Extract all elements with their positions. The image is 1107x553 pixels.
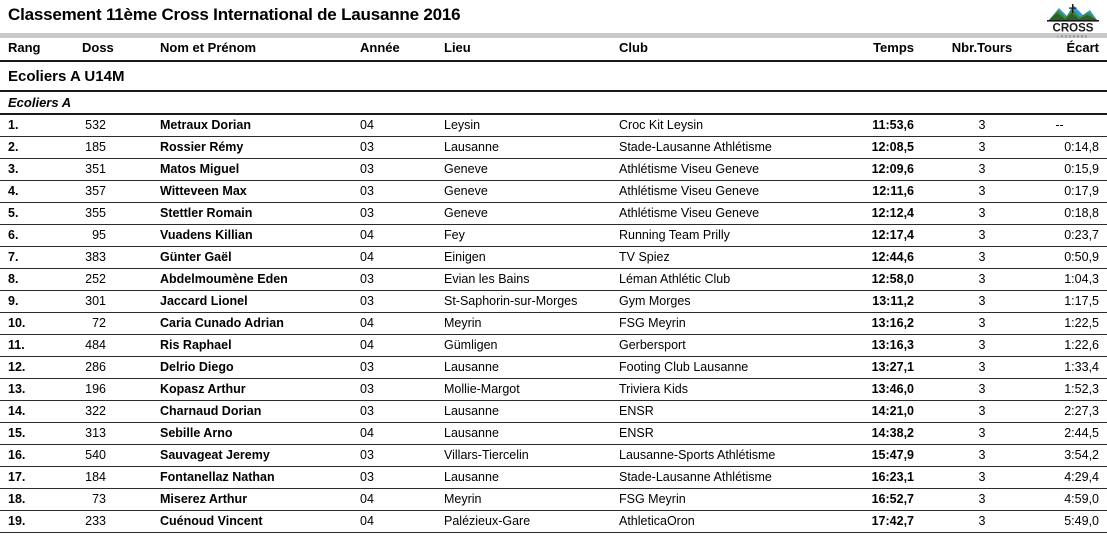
cell-annee: 03 <box>360 360 374 374</box>
cell-doss: 286 <box>85 360 106 374</box>
cell-temps: 16:52,7 <box>871 492 914 506</box>
cell-tours: 3 <box>978 316 986 330</box>
cell-club: Triviera Kids <box>619 382 688 396</box>
cell-lieu: Villars-Tiercelin <box>444 448 529 462</box>
cell-temps: 11:53,6 <box>872 118 914 132</box>
cell-lieu: Evian les Bains <box>444 272 530 286</box>
cell-nom: Metraux Dorian <box>160 118 251 132</box>
cell-tours: 3 <box>978 382 986 396</box>
table-row <box>0 335 1107 357</box>
cell-ecart: 0:18,8 <box>1064 206 1099 220</box>
table-row <box>0 467 1107 489</box>
cell-tours: 3 <box>978 228 986 242</box>
cell-lieu: Palézieux-Gare <box>444 514 531 528</box>
cell-tours: 3 <box>978 118 986 132</box>
cell-lieu: St-Saphorin-sur-Morges <box>444 294 578 308</box>
cell-lieu: Geneve <box>444 162 488 176</box>
table-row <box>0 511 1107 533</box>
cell-doss: 196 <box>85 382 106 396</box>
cell-annee: 03 <box>360 294 374 308</box>
table-row <box>0 489 1107 511</box>
cell-doss: 484 <box>85 338 106 352</box>
cell-club: Footing Club Lausanne <box>619 360 749 374</box>
cell-rang: 4. <box>8 184 19 198</box>
cell-annee: 03 <box>360 470 374 484</box>
cell-lieu: Lausanne <box>444 360 499 374</box>
page-title: Classement 11ème Cross International de Lausanne 2016 <box>8 5 461 24</box>
cell-lieu: Lausanne <box>444 140 499 154</box>
cell-nom: Fontanellaz Nathan <box>160 470 275 484</box>
cell-club: Léman Athlétic Club <box>619 272 731 286</box>
cell-tours: 3 <box>978 426 986 440</box>
cell-rang: 11. <box>8 338 25 352</box>
cell-rang: 13. <box>8 382 26 396</box>
column-header-doss: Doss <box>82 40 114 55</box>
table-row <box>0 225 1107 247</box>
cell-club: Athlétisme Viseu Geneve <box>619 206 760 220</box>
subcategory-heading-label: Ecoliers A <box>8 95 72 110</box>
cell-doss: 351 <box>85 162 106 176</box>
cell-temps: 12:08,5 <box>871 140 914 154</box>
column-header-lieu: Lieu <box>444 40 471 55</box>
cell-doss: 313 <box>85 426 106 440</box>
cell-temps: 12:12,4 <box>871 206 914 220</box>
cell-club: Stade-Lausanne Athlétisme <box>619 140 772 154</box>
cell-club: TV Spiez <box>619 250 670 264</box>
cell-rang: 8. <box>8 272 19 286</box>
cell-temps: 13:27,1 <box>871 360 914 374</box>
cell-temps: 12:11,6 <box>872 184 914 198</box>
cell-ecart: 1:52,3 <box>1064 382 1099 396</box>
cell-club: Gym Morges <box>619 294 691 308</box>
cell-ecart: 0:50,9 <box>1064 250 1099 264</box>
cell-lieu: Gümligen <box>444 338 498 352</box>
cell-doss: 357 <box>85 184 106 198</box>
table-row <box>0 247 1107 269</box>
cell-club: Gerbersport <box>619 338 686 352</box>
cell-rang: 17. <box>8 470 26 484</box>
cell-temps: 14:21,0 <box>871 404 914 418</box>
cell-temps: 16:23,1 <box>871 470 914 484</box>
cell-ecart: 1:22,6 <box>1064 338 1099 352</box>
cell-doss: 301 <box>85 294 106 308</box>
results-table-body <box>0 115 1107 533</box>
cell-ecart: 1:22,5 <box>1064 316 1099 330</box>
cell-nom: Günter Gaël <box>160 250 232 264</box>
cell-tours: 3 <box>978 140 986 154</box>
table-row <box>0 137 1107 159</box>
cell-annee: 04 <box>360 228 374 242</box>
cell-rang: 6. <box>8 228 19 242</box>
cell-tours: 3 <box>978 250 986 264</box>
logo-main-text: CROSS <box>1052 22 1094 35</box>
cell-annee: 04 <box>360 250 374 264</box>
table-row <box>0 445 1107 467</box>
table-row <box>0 115 1107 137</box>
cell-temps: 14:38,2 <box>871 426 914 440</box>
column-header-nom: Nom et Prénom <box>160 40 257 55</box>
cell-ecart: 0:23,7 <box>1064 228 1099 242</box>
cell-nom: Charnaud Dorian <box>160 404 262 418</box>
cell-nom: Matos Miguel <box>160 162 240 176</box>
cell-nom: Sebille Arno <box>160 426 233 440</box>
cell-temps: 13:16,3 <box>871 338 914 352</box>
cell-nom: Delrio Diego <box>160 360 234 374</box>
cell-doss: 532 <box>85 118 106 132</box>
table-row <box>0 269 1107 291</box>
cell-lieu: Lausanne <box>444 426 499 440</box>
cell-club: AthleticaOron <box>619 514 695 528</box>
column-header-club: Club <box>619 40 648 55</box>
cell-club: Running Team Prilly <box>619 228 730 242</box>
cell-ecart: 0:15,9 <box>1064 162 1099 176</box>
cell-nom: Jaccard Lionel <box>160 294 248 308</box>
cell-tours: 3 <box>978 360 986 374</box>
cell-club: Athlétisme Viseu Geneve <box>619 162 760 176</box>
cell-annee: 03 <box>360 206 374 220</box>
cell-doss: 72 <box>92 316 106 330</box>
cell-rang: 10. <box>8 316 26 330</box>
cell-annee: 03 <box>360 272 374 286</box>
cell-rang: 9. <box>8 294 19 308</box>
cell-tours: 3 <box>978 514 986 528</box>
cell-lieu: Geneve <box>444 206 488 220</box>
cell-lieu: Meyrin <box>444 492 482 506</box>
cell-lieu: Mollie-Margot <box>444 382 520 396</box>
table-row <box>0 203 1107 225</box>
cell-rang: 19. <box>8 514 26 528</box>
cell-rang: 12. <box>8 360 26 374</box>
cell-annee: 04 <box>360 118 374 132</box>
cell-ecart: 1:17,5 <box>1064 294 1099 308</box>
cell-nom: Kopasz Arthur <box>160 382 246 396</box>
cell-rang: 14. <box>8 404 26 418</box>
cell-temps: 12:44,6 <box>871 250 914 264</box>
cell-club: ENSR <box>619 426 654 440</box>
cell-temps: 13:46,0 <box>871 382 914 396</box>
cell-annee: 03 <box>360 140 374 154</box>
table-row <box>0 357 1107 379</box>
cell-doss: 383 <box>85 250 106 264</box>
table-row <box>0 291 1107 313</box>
table-header-row <box>0 38 1107 62</box>
column-header-tours: Nbr.Tours <box>951 40 1013 55</box>
cell-temps: 15:47,9 <box>871 448 914 462</box>
cell-tours: 3 <box>978 206 986 220</box>
cell-tours: 3 <box>978 294 986 308</box>
logo-sub-text: LAUSANNE <box>1057 34 1089 39</box>
cell-ecart: 3:54,2 <box>1064 448 1099 462</box>
cell-club: Athlétisme Viseu Geneve <box>619 184 760 198</box>
cell-ecart: 2:44,5 <box>1064 426 1099 440</box>
cell-doss: 540 <box>85 448 106 462</box>
cell-rang: 5. <box>8 206 19 220</box>
cell-annee: 04 <box>360 492 374 506</box>
column-header-ecart: Écart <box>1066 40 1099 55</box>
cell-annee: 03 <box>360 448 374 462</box>
cell-doss: 185 <box>85 140 106 154</box>
cell-rang: 2. <box>8 140 19 154</box>
table-row <box>0 379 1107 401</box>
table-row <box>0 401 1107 423</box>
cell-annee: 04 <box>360 514 374 528</box>
cell-lieu: Lausanne <box>444 470 499 484</box>
document-header <box>0 0 1107 39</box>
cell-ecart: 2:27,3 <box>1064 404 1099 418</box>
cell-temps: 17:42,7 <box>871 514 914 528</box>
cell-ecart: 1:33,4 <box>1064 360 1099 374</box>
cell-tours: 3 <box>978 470 986 484</box>
cell-club: FSG Meyrin <box>619 316 686 330</box>
cross-lausanne-logo <box>1045 1 1101 39</box>
cell-ecart: 5:49,0 <box>1064 514 1099 528</box>
cell-annee: 04 <box>360 338 374 352</box>
subcategory-heading <box>0 92 1107 115</box>
cell-temps: 12:58,0 <box>871 272 914 286</box>
column-header-rang: Rang <box>8 40 41 55</box>
cell-nom: Stettler Romain <box>160 206 253 220</box>
column-header-annee: Année <box>360 40 400 55</box>
cell-doss: 252 <box>85 272 106 286</box>
cell-temps: 12:09,6 <box>871 162 914 176</box>
table-row <box>0 423 1107 445</box>
table-row <box>0 181 1107 203</box>
cell-rang: 18. <box>8 492 26 506</box>
cell-tours: 3 <box>978 448 986 462</box>
cell-rang: 16. <box>8 448 26 462</box>
cell-nom: Sauvageat Jeremy <box>160 448 270 462</box>
cell-doss: 322 <box>85 404 106 418</box>
cell-nom: Miserez Arthur <box>160 492 248 506</box>
cell-rang: 1. <box>8 118 19 132</box>
category-heading <box>0 62 1107 92</box>
cell-doss: 184 <box>85 470 106 484</box>
cell-annee: 03 <box>360 184 374 198</box>
cell-ecart: 0:17,9 <box>1064 184 1099 198</box>
cell-rang: 7. <box>8 250 19 264</box>
cell-doss: 73 <box>92 492 106 506</box>
cell-lieu: Leysin <box>444 118 481 132</box>
cell-temps: 12:17,4 <box>871 228 914 242</box>
cell-lieu: Lausanne <box>444 404 499 418</box>
column-header-temps: Temps <box>873 40 914 55</box>
cell-club: ENSR <box>619 404 654 418</box>
cell-temps: 13:16,2 <box>871 316 914 330</box>
cell-tours: 3 <box>978 184 986 198</box>
cell-ecart: 4:29,4 <box>1064 470 1099 484</box>
cell-club: Stade-Lausanne Athlétisme <box>619 470 772 484</box>
cell-annee: 03 <box>360 404 374 418</box>
cell-annee: 03 <box>360 162 374 176</box>
cell-tours: 3 <box>978 338 986 352</box>
cell-lieu: Meyrin <box>444 316 482 330</box>
cell-tours: 3 <box>978 162 986 176</box>
cell-ecart: 1:04,3 <box>1064 272 1099 286</box>
cell-rang: 3. <box>8 162 19 176</box>
cell-doss: 233 <box>85 514 106 528</box>
cell-nom: Witteveen Max <box>160 184 247 198</box>
cell-ecart: -- <box>1055 118 1064 132</box>
cell-rang: 15. <box>8 426 26 440</box>
cell-nom: Abdelmoumène Eden <box>160 272 288 286</box>
cell-temps: 13:11,2 <box>872 294 914 308</box>
cell-nom: Ris Raphael <box>160 338 232 352</box>
cell-club: FSG Meyrin <box>619 492 686 506</box>
table-row <box>0 159 1107 181</box>
cell-club: Croc Kit Leysin <box>619 118 704 132</box>
cell-nom: Rossier Rémy <box>160 140 244 154</box>
cell-nom: Cuénoud Vincent <box>160 514 263 528</box>
cell-tours: 3 <box>978 272 986 286</box>
category-heading-label: Ecoliers A U14M <box>8 67 125 85</box>
cell-annee: 04 <box>360 426 374 440</box>
cell-tours: 3 <box>978 404 986 418</box>
table-row <box>0 313 1107 335</box>
cell-doss: 355 <box>85 206 106 220</box>
cell-club: Lausanne-Sports Athlétisme <box>619 448 776 462</box>
cell-nom: Caria Cunado Adrian <box>160 316 284 330</box>
cell-ecart: 0:14,8 <box>1064 140 1099 154</box>
cell-lieu: Geneve <box>444 184 488 198</box>
cell-annee: 03 <box>360 382 374 396</box>
cell-nom: Vuadens Killian <box>160 228 253 242</box>
cell-lieu: Einigen <box>444 250 486 264</box>
cell-annee: 04 <box>360 316 374 330</box>
cell-ecart: 4:59,0 <box>1064 492 1099 506</box>
cell-tours: 3 <box>978 492 986 506</box>
cell-lieu: Fey <box>444 228 465 242</box>
cell-doss: 95 <box>92 228 106 242</box>
